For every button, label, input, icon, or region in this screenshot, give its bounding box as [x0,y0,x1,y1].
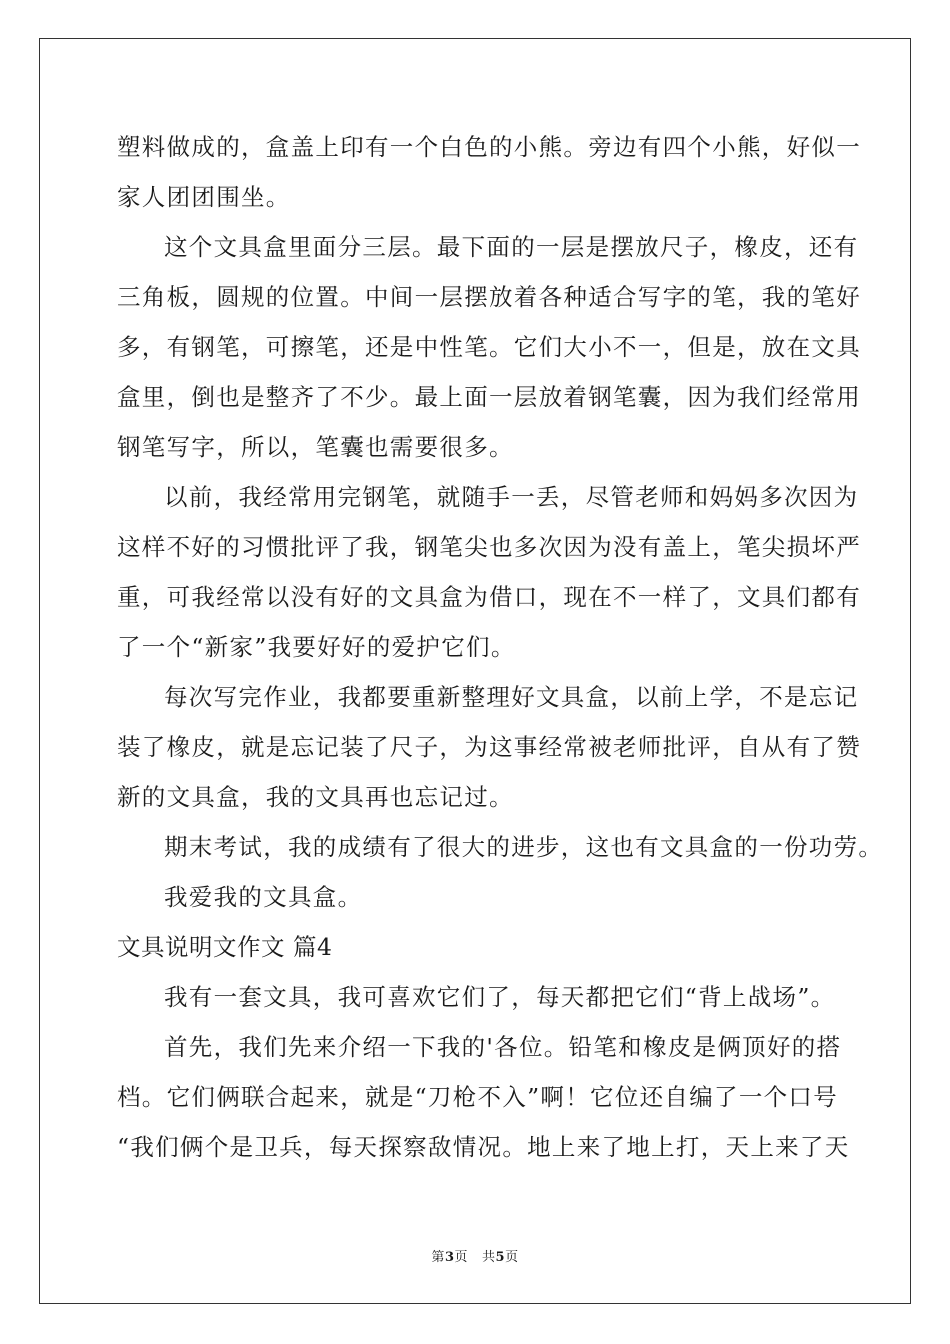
page-prefix: 第 [431,1250,445,1265]
paragraph-start-line: 以前，我经常用完钢笔，就随手一丢，尽管老师和妈妈多次因为 [164,483,859,511]
page-footer [0,1246,950,1265]
page-suffix: 页 [454,1250,468,1265]
page-number: 3 [444,1250,455,1265]
total-suffix: 页 [505,1250,519,1265]
total-pages: 5 [495,1250,506,1265]
section-heading: 文具说明文作文 篇4 [117,933,333,961]
paragraph-start-line: 期末考试，我的成绩有了很大的进步，这也有文具盒的一份功劳。 [164,833,884,861]
text-line: 这样不好的习惯批评了我，钢笔尖也多次因为没有盖上，笔尖损坏严 [117,533,861,561]
paragraph-start-line: 每次写完作业，我都要重新整理好文具盒，以前上学，不是忘记 [164,683,859,711]
text-line: 档。它们俩联合起来，就是“刀枪不入”啊！它位还自编了一个口号 [117,1083,839,1111]
document-body [117,122,884,1172]
text-line: 塑料做成的，盒盖上印有一个白色的小熊。旁边有四个小熊，好似一 [117,133,861,161]
text-line: 盒里，倒也是整齐了不少。最上面一层放着钢笔囊，因为我们经常用 [117,383,861,411]
text-line: 装了橡皮，就是忘记装了尺子，为这事经常被老师批评，自从有了赞 [117,733,861,761]
text-line: 重，可我经常以没有好的文具盒为借口，现在不一样了，文具们都有 [117,583,861,611]
paragraph-start-line: 我有一套文具，我可喜欢它们了，每天都把它们“背上战场”。 [164,983,836,1011]
text-line: 钢笔写字，所以，笔囊也需要很多。 [117,433,514,461]
paragraph-start-line: 首先，我们先来介绍一下我的'各位。铅笔和橡皮是俩顶好的搭 [164,1033,842,1061]
paragraph-start-line: 我爱我的文具盒。 [164,883,363,911]
paragraph-start-line: 这个文具盒里面分三层。最下面的一层是摆放尺子，橡皮，还有 [164,233,859,261]
total-prefix: 共 [482,1250,496,1265]
text-line: 家人团团围坐。 [117,183,291,211]
text-line: 新的文具盒，我的文具再也忘记过。 [117,783,514,811]
text-line: 多，有钢笔，可擦笔，还是中性笔。它们大小不一，但是，放在文具 [117,333,861,361]
text-line: “我们俩个是卫兵，每天探察敌情况。地上来了地上打，天上来了天 [117,1133,850,1161]
text-line: 三角板，圆规的位置。中间一层摆放着各种适合写字的笔，我的笔好 [117,283,861,311]
text-line: 了一个“新家”我要好好的爱护它们。 [117,633,516,661]
